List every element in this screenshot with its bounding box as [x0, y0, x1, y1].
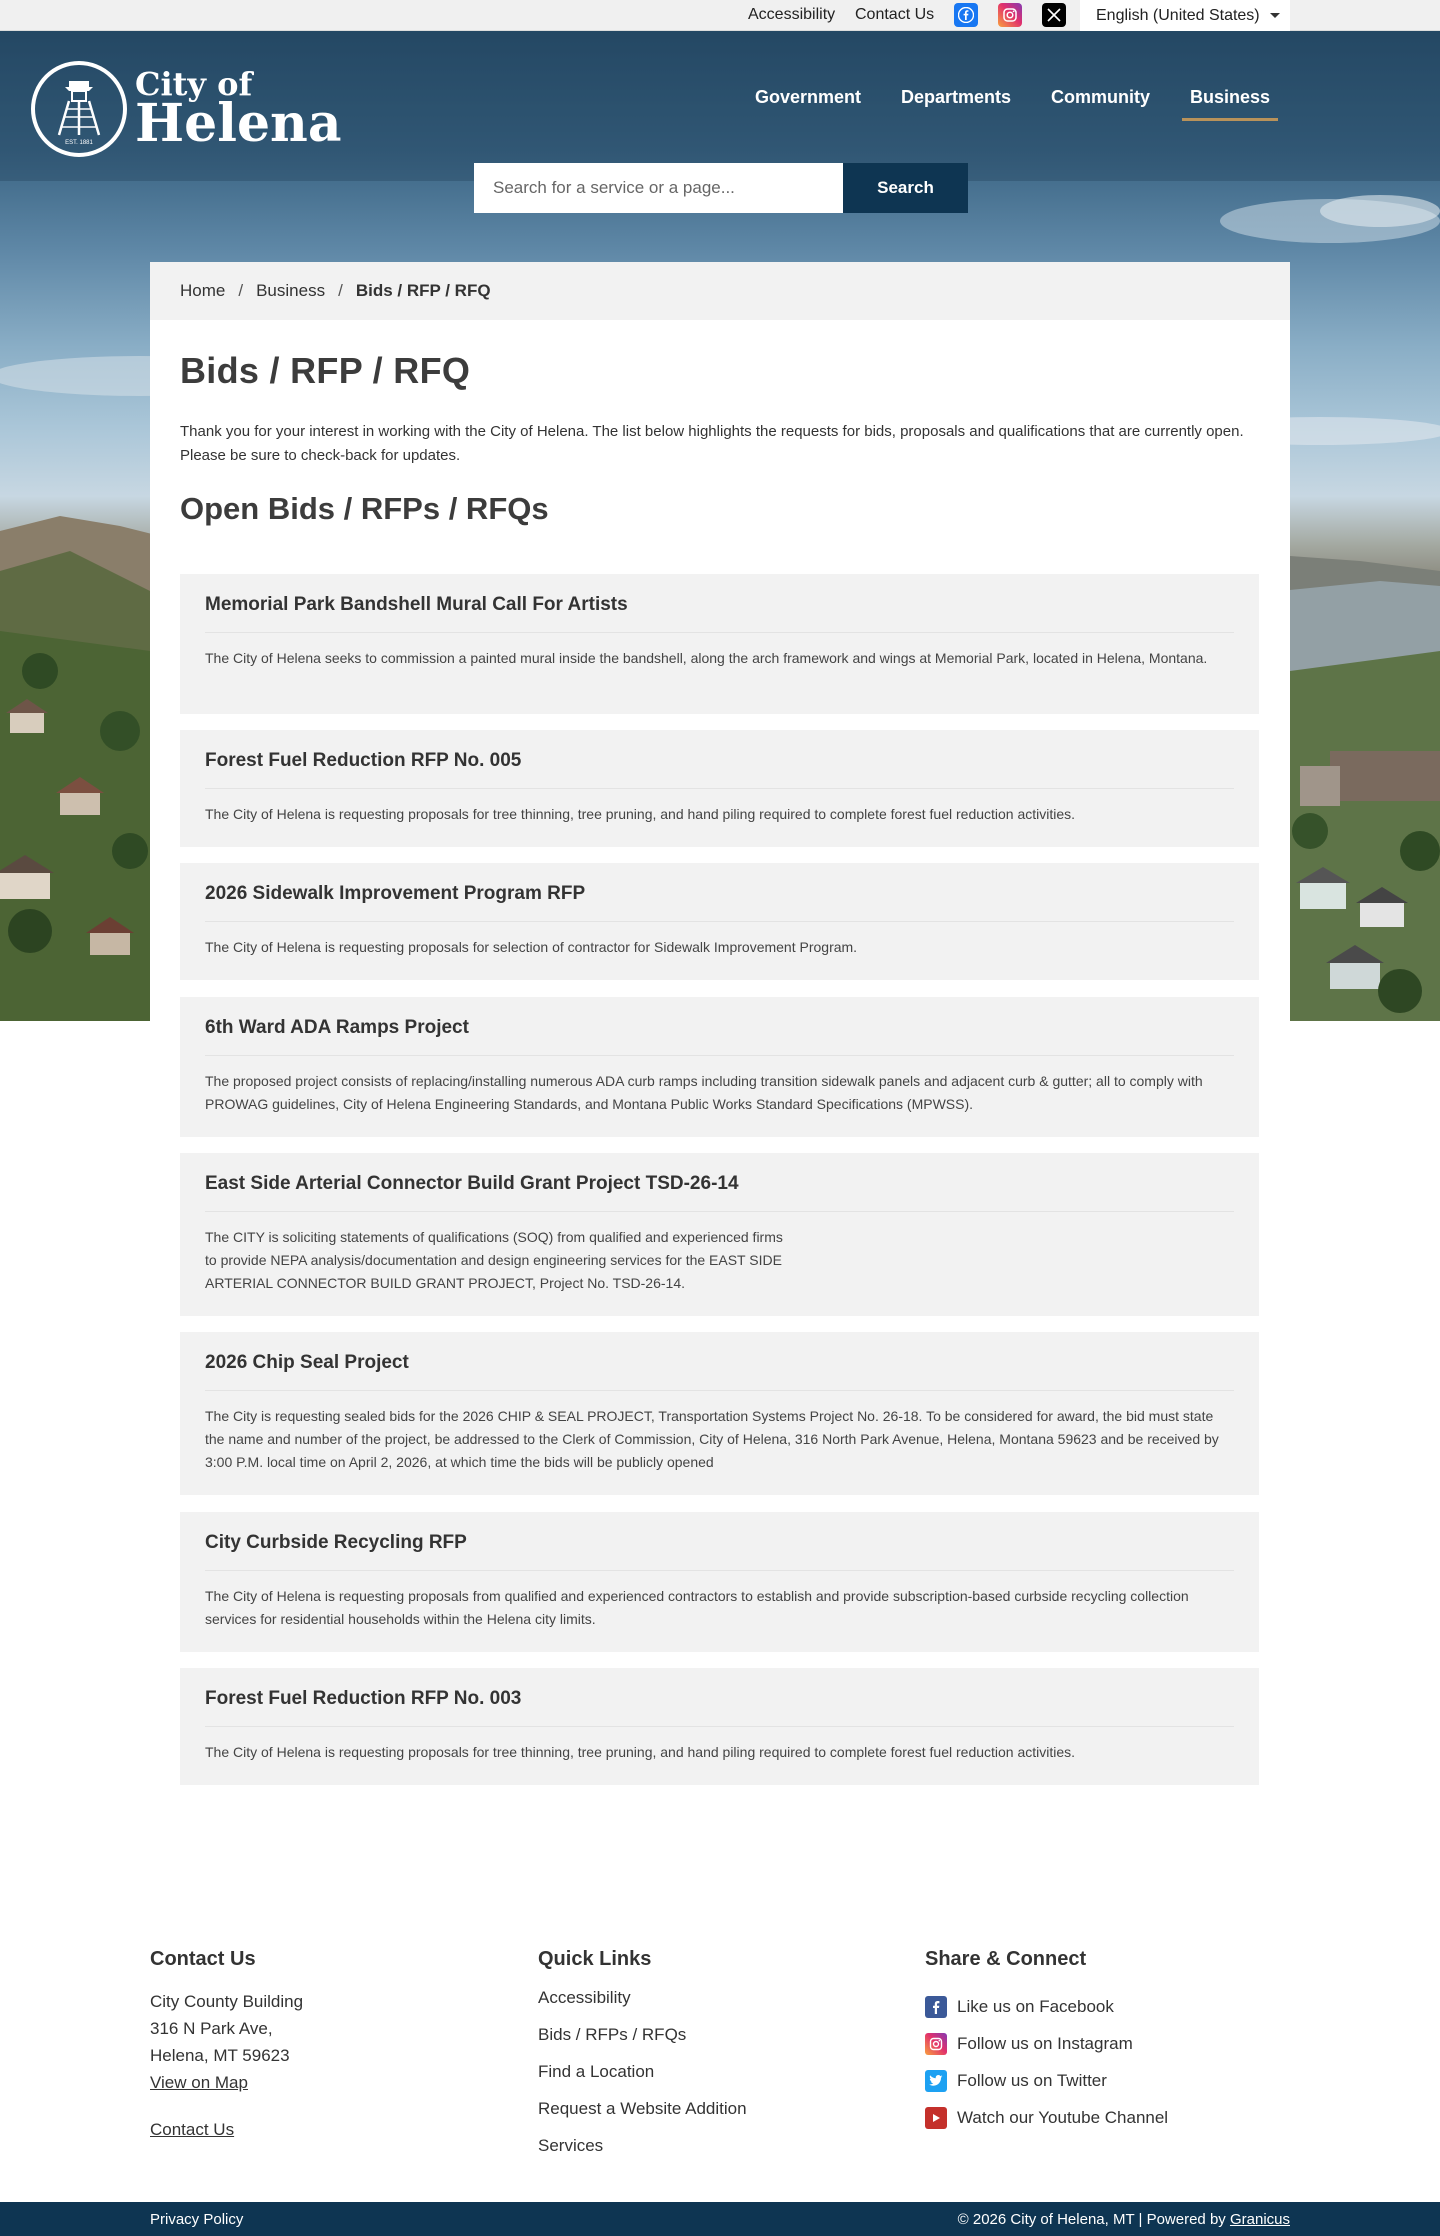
share-youtube-label: Watch our Youtube Channel: [957, 2107, 1169, 2127]
nav-government[interactable]: Government: [755, 87, 862, 107]
nav-business[interactable]: Business: [1190, 87, 1271, 107]
breadcrumb-current: Bids / RFP / RFQ: [355, 281, 491, 300]
bid-item[interactable]: [180, 1668, 1259, 1785]
bid-title[interactable]: 6th Ward ADA Ramps Project: [205, 997, 1234, 1056]
bid-title[interactable]: City Curbside Recycling RFP: [205, 1512, 1234, 1571]
twitter-icon: [925, 2070, 947, 2092]
footer-share: [925, 1948, 1168, 2136]
bid-item[interactable]: [180, 863, 1259, 980]
quick-link-accessibility[interactable]: Accessibility: [538, 1988, 631, 2007]
bid-item[interactable]: [180, 997, 1259, 1137]
city-seal-logo: [31, 61, 127, 157]
page-title: Bids / RFP / RFQ: [180, 350, 471, 391]
bid-description: The proposed project consists of replacing/installing numerous ADA curb ramps including transition sidewalk panels and adjacent curb & gutter; all to comply with PROWAG guidelines, City of Helena Engineering Standards, and Montana Public Works Standard Specifications (MPWSS).: [205, 1073, 1203, 1112]
footer-building: City County Building: [150, 1992, 304, 2011]
bid-title[interactable]: Memorial Park Bandshell Mural Call For Artists: [205, 574, 1234, 633]
instagram-icon: [925, 2033, 947, 2055]
search-button[interactable]: Search: [843, 163, 968, 213]
intro-text: Thank you for your interest in working with the City of Helena. The list below highlights the requests for bids, proposals and qualifications that are currently open. Please be sure to check-back for updates.: [180, 423, 1244, 464]
breadcrumb-home[interactable]: Home: [180, 281, 226, 300]
x-icon[interactable]: [1042, 3, 1066, 27]
nav-community[interactable]: Community: [1051, 87, 1150, 107]
youtube-icon: [925, 2107, 947, 2129]
content-card: [150, 262, 1290, 1794]
footer-contact: [150, 1948, 303, 2143]
quick-link-find-location[interactable]: Find a Location: [538, 2062, 655, 2081]
bid-description: The City of Helena is requesting proposals for tree thinning, tree pruning, and hand piling required to complete forest fuel reduction activities.: [205, 1744, 1076, 1760]
footer-quick-links: [538, 1948, 747, 2173]
nav-active-underline: [1182, 118, 1278, 121]
accessibility-link[interactable]: Accessibility: [748, 6, 836, 23]
instagram-icon[interactable]: [998, 3, 1022, 27]
utility-bar: [0, 0, 1440, 31]
contact-us-link[interactable]: Contact Us: [855, 6, 935, 23]
chevron-down-icon: [1270, 13, 1280, 18]
view-on-map-link[interactable]: View on Map: [150, 2073, 248, 2092]
share-facebook-link[interactable]: [925, 1988, 1168, 2025]
bid-item[interactable]: [180, 1153, 1259, 1316]
bid-title[interactable]: 2026 Sidewalk Improvement Program RFP: [205, 863, 1234, 922]
logo-text-line2: Helena: [135, 93, 342, 154]
share-instagram-label: Follow us on Instagram: [957, 2033, 1133, 2053]
bid-item[interactable]: [180, 1332, 1259, 1495]
share-facebook-label: Like us on Facebook: [957, 1996, 1114, 2016]
facebook-icon: [925, 1996, 947, 2018]
bid-title[interactable]: 2026 Chip Seal Project: [205, 1332, 1234, 1391]
bid-item[interactable]: [180, 1512, 1259, 1652]
breadcrumb: [150, 262, 1290, 320]
bid-title[interactable]: Forest Fuel Reduction RFP No. 005: [205, 730, 1234, 789]
share-twitter-label: Follow us on Twitter: [957, 2070, 1107, 2090]
section-title: Open Bids / RFPs / RFQs: [180, 491, 549, 526]
language-selector[interactable]: [1080, 0, 1290, 31]
logo-est-label: EST. 1881: [65, 140, 93, 146]
search-input[interactable]: [474, 163, 843, 213]
nav-departments[interactable]: Departments: [901, 87, 1012, 107]
share-twitter-link[interactable]: [925, 2062, 1168, 2099]
breadcrumb-separator: /: [238, 281, 244, 300]
share-youtube-link[interactable]: [925, 2099, 1168, 2136]
breadcrumb-separator: /: [338, 281, 343, 300]
privacy-policy-link[interactable]: Privacy Policy: [150, 2211, 244, 2228]
bid-title[interactable]: Forest Fuel Reduction RFP No. 003: [205, 1668, 1234, 1727]
bid-description: The City of Helena is requesting proposals from qualified and experienced contractors to establish and provide subscription-based curbside recycling collection services for residential households within the Helena city limits.: [205, 1588, 1189, 1627]
quick-link-bids[interactable]: Bids / RFPs / RFQs: [538, 2025, 687, 2044]
footer-contact-link[interactable]: Contact Us: [150, 2120, 235, 2139]
copyright-text: © 2026 City of Helena, MT | Powered by: [957, 2211, 1230, 2228]
bid-item[interactable]: [180, 730, 1259, 847]
bid-description: The City of Helena is requesting proposals for tree thinning, tree pruning, and hand piling required to complete forest fuel reduction activities.: [205, 806, 1076, 822]
footer-street: 316 N Park Ave,: [150, 2019, 273, 2038]
bid-description: The City of Helena is requesting proposals for selection of contractor for Sidewalk Improvement Program.: [205, 939, 858, 955]
city-logo[interactable]: [31, 61, 342, 157]
bid-description: The City is requesting sealed bids for the 2026 CHIP & SEAL PROJECT, Transportation Systems Project No. 26-18. To be considered for award, the bid must state the name and number of the project, be addressed to the Clerk of Commission, City of Helena, 316 North Park Avenue, Helena, Montana 59623 and be received by 3:00 P.M. local time on April 2, 2026, at which time the bids will be publicly opened: [205, 1408, 1219, 1470]
share-instagram-link[interactable]: [925, 2025, 1168, 2062]
footer-share-heading: Share & Connect: [925, 1948, 1087, 1970]
footer-contact-heading: Contact Us: [150, 1948, 256, 1970]
quick-link-services[interactable]: Services: [538, 2136, 604, 2155]
granicus-link[interactable]: Granicus: [1229, 2211, 1290, 2228]
bid-title[interactable]: East Side Arterial Connector Build Grant Project TSD-26-14: [205, 1153, 1234, 1212]
breadcrumb-business[interactable]: Business: [256, 281, 326, 300]
footer-city: Helena, MT 59623: [150, 2046, 290, 2065]
copyright: [958, 2211, 1290, 2228]
quick-link-website-addition[interactable]: Request a Website Addition: [538, 2099, 747, 2118]
footer-quick-links-heading: Quick Links: [538, 1948, 652, 1970]
bid-description: The City of Helena seeks to commission a painted mural inside the bandshell, along the arch framework and wings at Memorial Park, located in Helena, Montana.: [205, 650, 1208, 666]
bid-description: The CITY is soliciting statements of qualifications (SOQ) from qualified and experienced firms to provide NEPA analysis/documentation and design engineering services for the EAST SIDE ARTERIAL CONNECTOR BUILD GRANT PROJECT, Project No. TSD-26-14.: [205, 1229, 783, 1291]
facebook-icon[interactable]: [954, 3, 978, 27]
language-label: English (United States): [1096, 6, 1260, 24]
logo-text-line1: City of: [135, 65, 253, 103]
bid-item[interactable]: [180, 574, 1259, 714]
bottom-bar: [0, 2202, 1440, 2236]
